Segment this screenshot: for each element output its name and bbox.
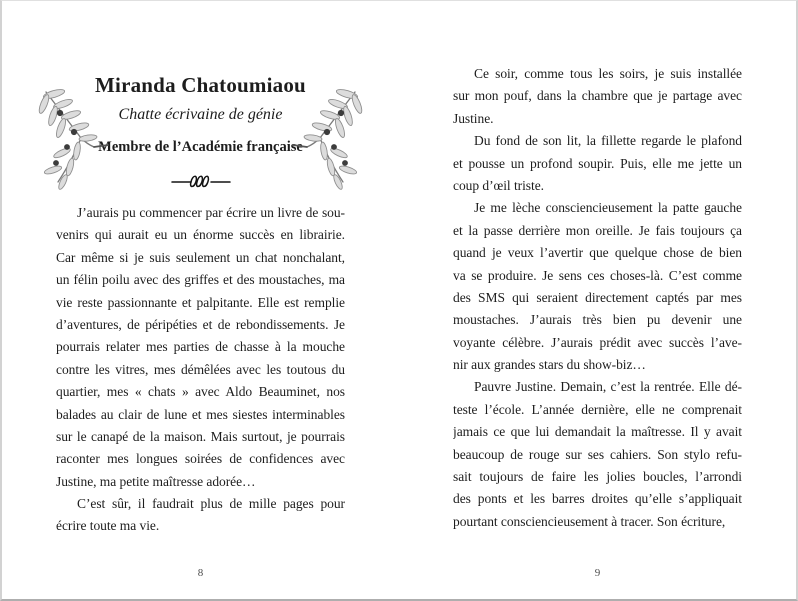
page-number-left: 8 [197,567,204,579]
text-line: teste l’école. L’année dernière, elle ne comprenait [453,401,742,417]
text-line: pourtant consciencieusement à tracer. Son écriture, [453,513,726,529]
chapter-header [2,1,399,190]
text-line: beaucoup de rouge sur ses cahiers. Son stylo refu- [453,446,742,462]
text-line: contre les vitres, mes démêlées avec les toutous du [56,361,345,377]
text-line: un félin poilu avec des griffes et des moustaches, ma [56,272,345,288]
text-line: moustaches. J’aurais très bien pu devenir une [453,312,742,328]
text-line: J’aurais pu commencer par écrire un livre de sou- [77,205,345,220]
left-page-text [56,202,345,538]
rope-twist-divider-icon [170,172,232,190]
page-left [2,1,399,599]
text-line: sur le canapé de la maison. Mais surtout, je pourrais [56,428,345,444]
text-line: quand je veux l’avertir que quelque chose de bien [453,245,742,261]
text-line: Car même si je suis seulement un chat nonchalant, [56,249,345,265]
text-line: sur mon pouf, dans la chambre que je partage avec [453,88,742,104]
text-line: et pousse un profond soupir. Puis, elle me jette un [453,155,742,171]
author-name: Miranda Chatoumiaou [95,73,306,97]
text-line: voyante célèbre. J’aurais prédit avec succès l’ave- [453,334,742,350]
text-line: quartier, mes « chats » avec Aldo Beauminet, nos [56,384,345,400]
text-line: raconter mes longues soirées de confidences avec [56,451,345,467]
author-subtitle: Chatte écrivaine de génie [118,106,283,123]
text-line: Je me lèche consciencieusement la patte gauche [474,200,742,216]
text-line: venirs qui aurait eu un énorme succès en librairie. [56,227,345,243]
text-line: d’aventures, de péripéties et de rebondissements. Je [56,316,345,332]
text-line: Ce soir, comme tous les soirs, je suis installée [474,66,742,81]
text-line: sait toujours de faire les jolies boucles, l’arrondi [453,469,742,485]
text-line: coup d’œil triste. [453,177,544,193]
text-line: écrire toute ma vie. [56,518,160,534]
page-number-right: 9 [594,567,601,579]
text-line: et la passe derrière mon oreille. Je fais toujours ça [453,222,742,238]
text-line: vie reste passionnante et palpitante. Elle est remplie [56,294,345,310]
text-line: C’est sûr, il faudrait plus de mille pages pour [77,496,345,512]
text-line: Pauvre Justine. Demain, c’est la rentrée. Elle dé- [474,379,742,395]
page-right [399,1,796,599]
text-line: jamais ce que lui demandait la maîtresse. Il y avait [453,424,742,440]
text-line: Justine, ma petite maîtresse adorée… [56,473,256,489]
text-line: des SMS qui seraient directement captés par mes [453,289,742,305]
text-line: Du fond de son lit, la fillette regarde le plafond [474,133,742,149]
text-line: balades au clair de lune et mes siestes interminables [56,406,345,422]
olive-branch-left-icon [36,87,110,191]
author-affiliation: Membre de l’Académie française [98,139,303,155]
right-page-text [453,63,742,533]
text-line: va se produire. Je sens ces choses-là. C’est comme [453,267,742,283]
olive-branch-right-icon [291,87,365,191]
text-line: des ponts et les barres droites qu’elle s’appliquait [453,491,742,507]
text-line: nir aux grandes stars du show-biz… [453,357,646,373]
text-line: Justine. [453,110,494,126]
text-line: pourrais relater mes parties de chasse à la mouche [56,339,345,355]
